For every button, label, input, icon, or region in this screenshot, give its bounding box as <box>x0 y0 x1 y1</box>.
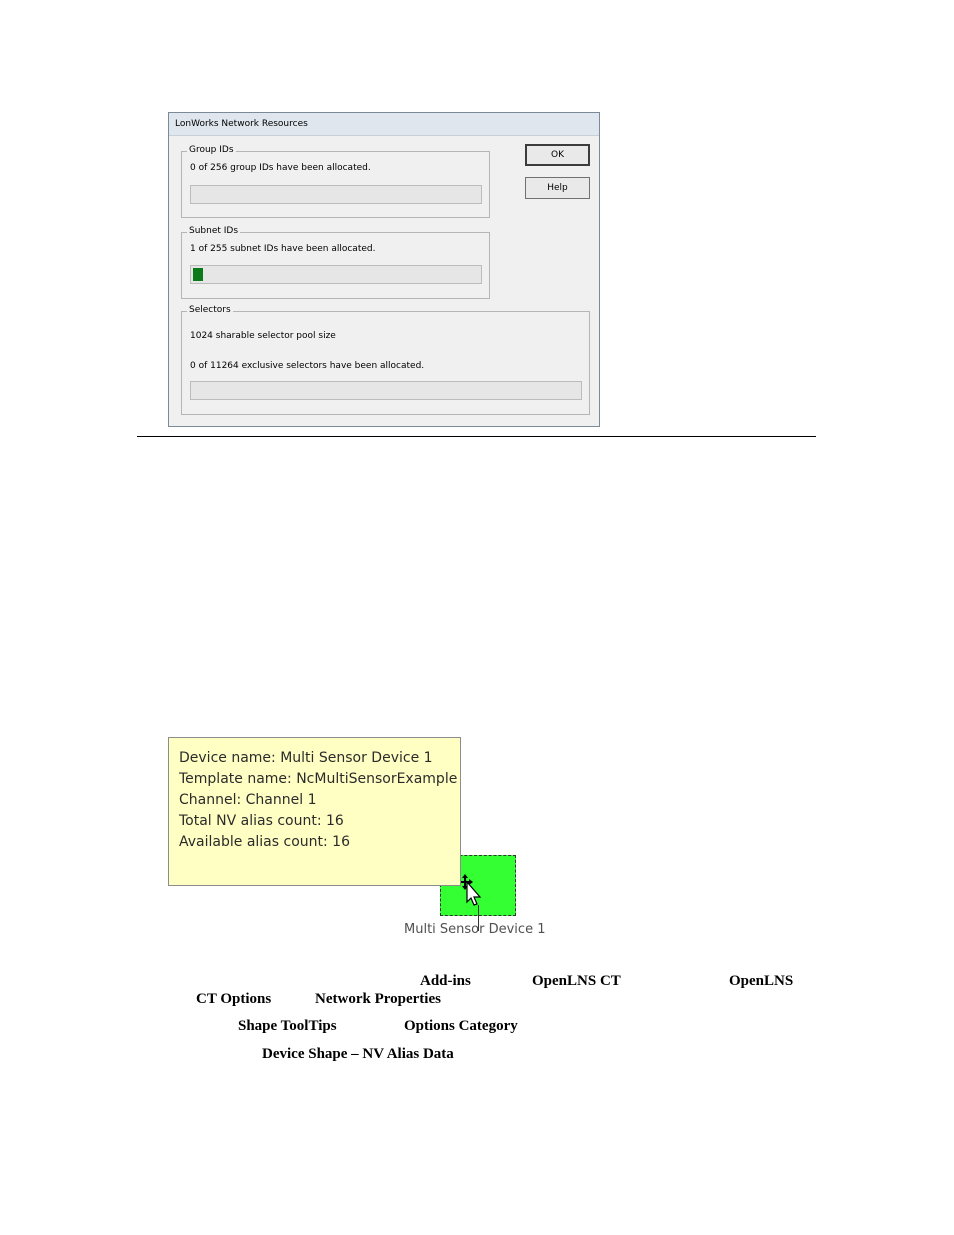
tooltip-available-alias-count: Available alias count: 16 <box>179 834 350 850</box>
tooltip-device-name: Device name: Multi Sensor Device 1 <box>179 750 433 766</box>
dialog-title-bar[interactable] <box>169 113 599 136</box>
selectors-pool-size: 1024 sharable selector pool size <box>190 331 336 341</box>
group-ids-status: 0 of 256 group IDs have been allocated. <box>190 163 371 173</box>
term-openlns: OpenLNS <box>729 973 794 989</box>
term-device-shape-nv-alias: Device Shape – NV Alias Data <box>262 1046 454 1062</box>
term-options-category: Options Category <box>404 1018 518 1034</box>
group-ids-box <box>181 145 490 218</box>
selectors-progress <box>190 381 582 400</box>
subnet-ids-box <box>181 226 490 299</box>
ok-button[interactable]: OK <box>525 144 590 166</box>
group-ids-progress <box>190 185 482 204</box>
device-shape-label: Multi Sensor Device 1 <box>404 922 546 937</box>
term-add-ins: Add-ins <box>420 973 471 989</box>
subnet-ids-status: 1 of 255 subnet IDs have been allocated. <box>190 244 376 254</box>
subnet-ids-legend: Subnet IDs <box>189 226 239 236</box>
tooltip-total-alias-count: Total NV alias count: 16 <box>179 813 344 829</box>
horizontal-rule <box>137 436 816 437</box>
subnet-ids-progress-fill <box>193 268 203 281</box>
selectors-box <box>181 305 590 415</box>
subnet-ids-progress <box>190 265 482 284</box>
term-openlns-ct: OpenLNS CT <box>532 973 621 989</box>
dialog-title: LonWorks Network Resources <box>175 119 308 129</box>
help-button[interactable]: Help <box>525 177 590 199</box>
network-resources-dialog <box>168 112 600 427</box>
device-tooltip <box>168 737 461 886</box>
tooltip-template-name: Template name: NcMultiSensorExample <box>179 771 458 787</box>
tooltip-channel: Channel: Channel 1 <box>179 792 317 808</box>
term-shape-tooltips: Shape ToolTips <box>238 1018 337 1034</box>
group-ids-legend: Group IDs <box>189 145 234 155</box>
term-network-properties: Network Properties <box>315 991 441 1007</box>
term-ct-options: CT Options <box>196 991 272 1007</box>
selectors-status: 0 of 11264 exclusive selectors have been allocated. <box>190 361 425 371</box>
selectors-legend: Selectors <box>189 305 231 315</box>
